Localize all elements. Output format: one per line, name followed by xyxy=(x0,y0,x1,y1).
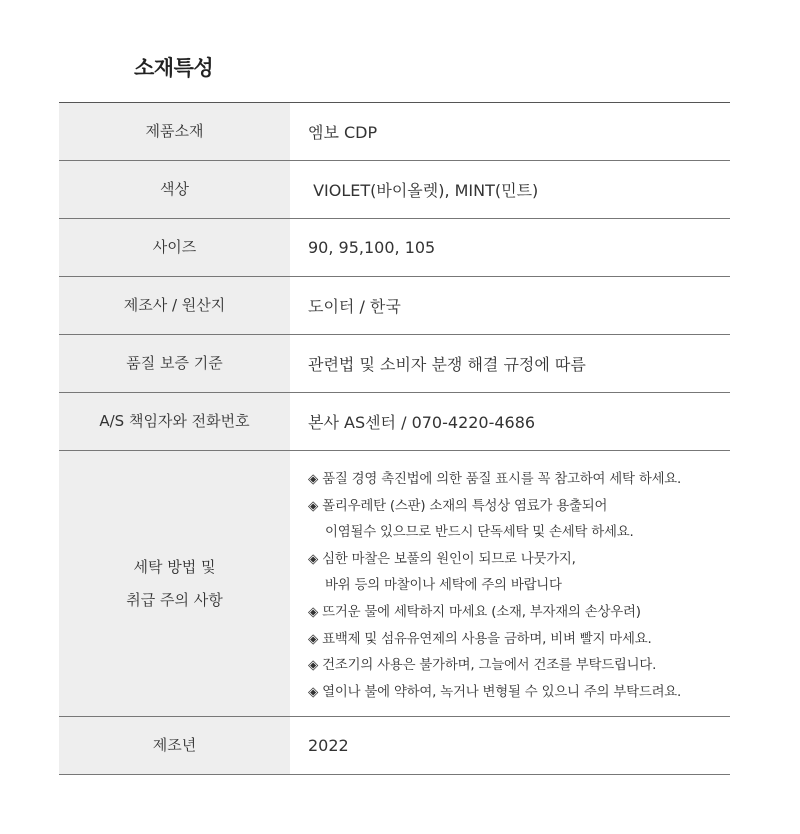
row-label: 사이즈 xyxy=(59,219,290,276)
spec-table xyxy=(59,102,730,775)
row-as-contact xyxy=(59,393,730,451)
label-line: 취급 주의 사항 xyxy=(126,590,223,609)
note-line: 이염될수 있으므로 반드시 단독세탁 및 손세탁 하세요. xyxy=(325,525,634,541)
note-line: ◈ 뜨거운 물에 세탁하지 마세요 (소재, 부자재의 손상우려) xyxy=(308,604,641,620)
note-line: ◈ 열이나 불에 약하여, 녹거나 변형될 수 있으니 주의 부탁드려요. xyxy=(308,684,682,700)
section-title: 소재특성 xyxy=(134,56,214,80)
note-line: ◈ 표백제 및 섬유유연제의 사용을 금하며, 비벼 빨지 마세요. xyxy=(308,631,652,647)
row-color xyxy=(59,161,730,219)
note-line: ◈ 심한 마찰은 보풀의 원인이 되므로 나뭇가지, xyxy=(308,551,576,567)
row-label: 품질 보증 기준 xyxy=(59,335,290,392)
row-label: 제품소재 xyxy=(59,103,290,160)
row-size xyxy=(59,219,730,277)
row-manufacture-year xyxy=(59,717,730,775)
row-value: 엠보 CDP xyxy=(308,123,378,142)
row-label xyxy=(59,451,290,716)
row-value: VIOLET(바이올렛), MINT(민트) xyxy=(308,181,539,200)
row-value: 관련법 및 소비자 분쟁 해결 규정에 따름 xyxy=(308,355,586,374)
row-value: 본사 AS센터 / 070-4220-4686 xyxy=(308,413,536,432)
note-line: 바위 등의 마찰이나 세탁에 주의 바랍니다 xyxy=(325,578,562,594)
note-line: ◈ 건조기의 사용은 불가하며, 그늘에서 건조를 부탁드립니다. xyxy=(308,658,657,674)
row-value: 2022 xyxy=(308,736,349,755)
row-label: 제조년 xyxy=(59,717,290,774)
row-value: 90, 95,100, 105 xyxy=(308,238,436,257)
note-line: ◈ 폴리우레탄 (스판) 소재의 특성상 염료가 용출되어 xyxy=(308,498,608,514)
row-label: 제조사 / 원산지 xyxy=(59,277,290,334)
care-notes xyxy=(290,451,730,716)
row-material xyxy=(59,103,730,161)
row-washing-care xyxy=(59,451,730,717)
row-value: 도이터 / 한국 xyxy=(308,297,401,316)
row-manufacturer-origin xyxy=(59,277,730,335)
row-quality-standard xyxy=(59,335,730,393)
label-line: 세탁 방법 및 xyxy=(133,557,216,576)
row-label: A/S 책임자와 전화번호 xyxy=(59,393,290,450)
row-label: 색상 xyxy=(59,161,290,218)
note-line: ◈ 품질 경영 촉진법에 의한 품질 표시를 꼭 참고하여 세탁 하세요. xyxy=(308,472,682,487)
